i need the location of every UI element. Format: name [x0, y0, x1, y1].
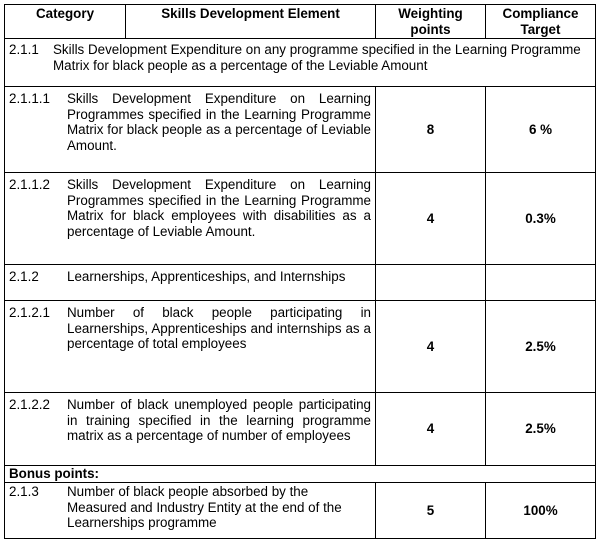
table-row: [5, 87, 596, 173]
scorecard-table: [4, 4, 596, 539]
row-element-cell: [5, 265, 376, 301]
row-element-cell: [5, 87, 376, 173]
header-row: [5, 5, 596, 39]
row-element-cell: [5, 301, 376, 393]
header-element: Skills Development Element: [126, 5, 376, 39]
row-weighting: 8: [376, 87, 486, 173]
table-row: [5, 301, 596, 393]
table-row: [5, 265, 596, 301]
row-compliance: 2.5%: [486, 393, 596, 466]
row-element-cell: [5, 173, 376, 265]
row-code: 2.1.1.1: [9, 91, 50, 107]
bonus-compliance: 100%: [486, 483, 596, 539]
row-code: 2.1.1.2: [9, 177, 50, 193]
bonus-code: 2.1.3: [9, 484, 39, 500]
bonus-label: Bonus points:: [5, 466, 596, 483]
table-row: [5, 393, 596, 466]
row-compliance: 2.5%: [486, 301, 596, 393]
row-text: Number of black people participating in Learnerships, Apprenticeships and internships as a percentage of total employees: [67, 305, 371, 352]
header-weighting: Weighting points: [376, 5, 486, 39]
section-cell: [5, 39, 596, 87]
table-row: [5, 173, 596, 265]
row-weighting: [376, 265, 486, 301]
row-compliance: 6 %: [486, 87, 596, 173]
row-element-cell: [5, 393, 376, 466]
row-compliance: 0.3%: [486, 173, 596, 265]
row-text: Skills Development Expenditure on Learning Programmes specified in the Learning Programme Matrix for black employees with disabilities as a percentage of Leviable Amount.: [67, 177, 371, 239]
bonus-element-cell: [5, 483, 376, 539]
row-code: 2.1.2.1: [9, 305, 50, 321]
row-text: Skills Development Expenditure on Learning Programmes specified in the Learning Programme Matrix for black people as a percentage of Leviable Amount.: [67, 91, 371, 153]
row-weighting: 4: [376, 173, 486, 265]
section-code: 2.1.1: [9, 42, 39, 58]
bonus-weighting: 5: [376, 483, 486, 539]
header-compliance: Compliance Target: [486, 5, 596, 39]
row-code: 2.1.2: [9, 269, 39, 285]
header-category: Category: [5, 5, 126, 39]
row-text: Number of black unemployed people participating in training specified in the learning programme matrix as a percentage of number of employees: [67, 397, 371, 444]
row-text: Learnerships, Apprenticeships, and Internships: [67, 269, 346, 285]
row-compliance: [486, 265, 596, 301]
bonus-text: Number of black people absorbed by the Measured and Industry Entity at the end of the Learnerships programme: [67, 484, 342, 531]
bonus-row: [5, 483, 596, 539]
row-weighting: 4: [376, 301, 486, 393]
section-row: [5, 39, 596, 87]
bonus-label-row: [5, 466, 596, 483]
row-weighting: 4: [376, 393, 486, 466]
row-code: 2.1.2.2: [9, 397, 50, 413]
section-text: Skills Development Expenditure on any programme specified in the Learning Programme Matrix for black people as a percentage of the Leviable Amount: [53, 42, 581, 73]
